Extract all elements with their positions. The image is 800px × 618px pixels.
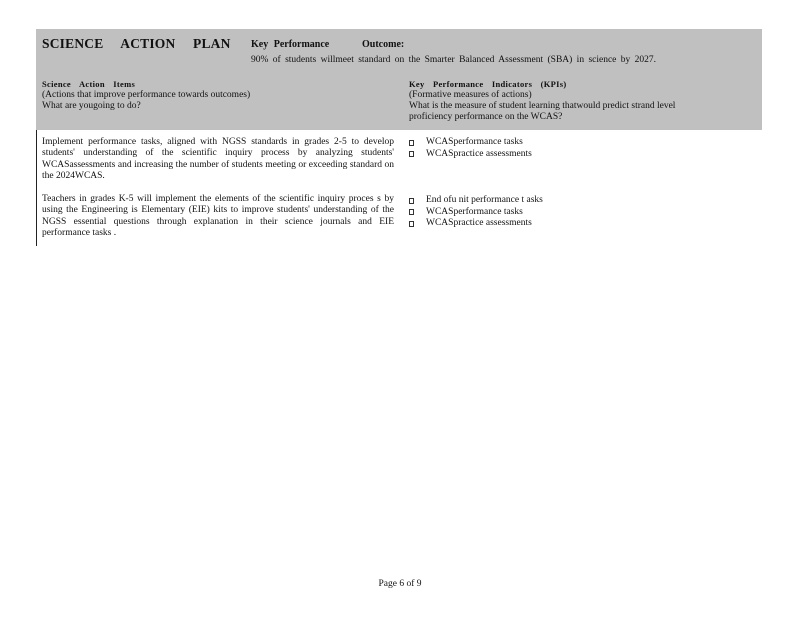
right-column-header xyxy=(409,79,675,123)
left-border-line xyxy=(36,130,37,246)
right-column-sub2: What is the measure of student learning thatwould predict strand level xyxy=(409,101,676,111)
left-column-sub1: (Actions that improve performance towards outcomes) xyxy=(42,90,251,100)
kpi-list-1 xyxy=(409,137,532,160)
kpo-text: 90% of students willmeet standard on the Smarter Balanced Assessment (SBA) in science by 2027. xyxy=(251,55,657,65)
kpo-label: Key Performance xyxy=(251,39,330,50)
page-title: SCIENCE ACTION PLAN xyxy=(42,36,231,51)
kpi-item: WCASpractice assessments xyxy=(409,218,543,230)
left-column-sub2: What are yougoing to do? xyxy=(42,101,141,111)
checkbox-bullet-icon xyxy=(409,209,414,215)
right-column-sub3: proficiency performance on the WCAS? xyxy=(409,112,563,122)
right-column-sub1: (Formative measures of actions) xyxy=(409,90,532,100)
page-number: Page 6 of 9 xyxy=(378,579,422,589)
checkbox-bullet-icon xyxy=(409,221,414,227)
action-item-1: Implement performance tasks, aligned with NGSS standards in grades 2-5 to develop students' understanding of the scientific inquiry process by analyzing students' WCASassessments and increasing the number of students meeting or exceeding standard on the 2024WCAS. xyxy=(42,137,394,182)
checkbox-bullet-icon xyxy=(409,198,414,204)
right-column-heading: Key Performance Indicators (KPIs) xyxy=(409,79,567,89)
kpi-item: WCASpractice assessments xyxy=(409,149,532,161)
kpi-item: WCASperformance tasks xyxy=(409,137,532,149)
checkbox-bullet-icon xyxy=(409,151,414,157)
left-column-header xyxy=(42,79,250,112)
left-column-heading: Science Action Items xyxy=(42,79,136,89)
checkbox-bullet-icon xyxy=(409,140,414,146)
kpi-list-2 xyxy=(409,195,543,230)
kpi-item: WCASperformance tasks xyxy=(409,207,543,219)
kpi-item: End ofu nit performance t asks xyxy=(409,195,543,207)
kpo-label-outcome: Outcome: xyxy=(362,39,405,50)
action-item-2: Teachers in grades K-5 will implement the elements of the scientific inquiry proces s by using the Engineering is Elementary (EIE) kits to improve students' understanding of the NGSS essential questions through explanation in their science journals and EIE performance tasks . xyxy=(42,194,394,239)
